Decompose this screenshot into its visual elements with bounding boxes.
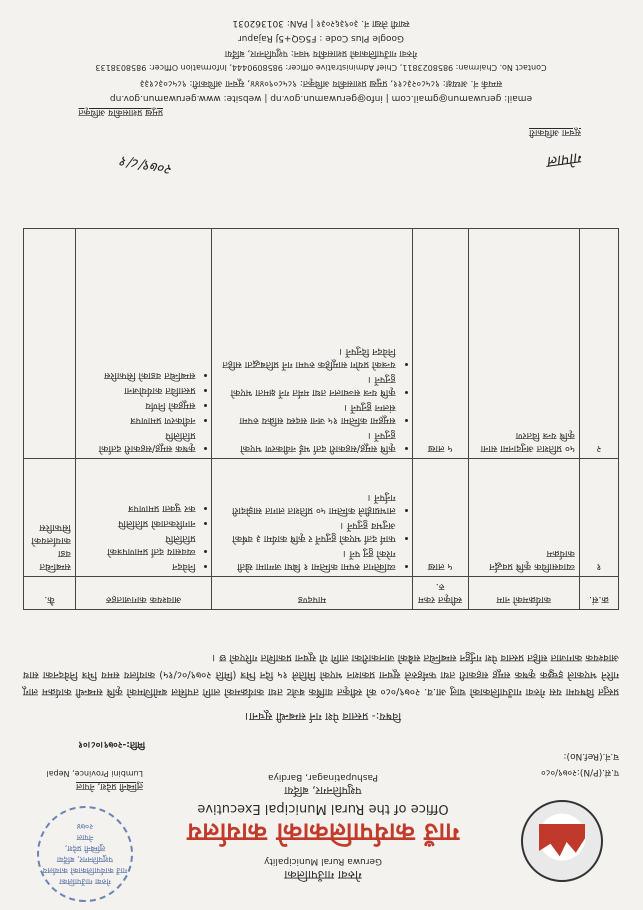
info-officer-title: सूचना अधिकारी	[529, 127, 581, 137]
cell-criteria	[212, 459, 412, 577]
municipality-logo	[521, 800, 603, 882]
criteria-item: • यन्त्रको प्रयोग सामूहिक रुपमा गर्ने प्रतिबद्धता सहित निवेदन दिनुपर्ने ।	[216, 345, 395, 371]
program-table	[23, 228, 619, 610]
document-item: • व्यवसाय दर्ता प्रमाणपत्रको प्रतिलिपि	[80, 532, 196, 558]
province-en: Lumbini Province, Nepal	[46, 769, 143, 778]
footer-email: email: geruwamun@gmail.com | info@geruwamun.gov.np | website: www.geruwamun.gov.np	[109, 93, 533, 103]
document-item: • नागरिकताको प्रतिलिपि	[80, 517, 196, 530]
dispatch-number: च.नं.(Ref.No):	[563, 751, 619, 761]
cell-documents	[75, 229, 212, 459]
document-item: • निवेदन	[80, 560, 196, 573]
footer-plus-code: Google Plus Code : F5GQ+5J Rajapur	[237, 33, 405, 43]
letter-date: मिति:-२०७९।०८।०१	[78, 739, 145, 749]
office-title-en: Office of the Rural Municipal Executive	[197, 801, 449, 816]
cell-program: व्यावसायिक कृषि प्रवर्द्धन कार्यक्रम	[468, 459, 579, 577]
cell-amount: ५ लाख	[412, 229, 468, 459]
office-title-np: गाउँ कार्यपालिकाको कार्यालय	[186, 818, 460, 847]
header-amount: स्वीकृत रकम रु.	[412, 577, 468, 610]
criteria-item: • लाभग्राहीले कम्तिमा ५० प्रतिशत लागत साझेदारी गर्नुपर्ने ।	[216, 491, 395, 517]
cell-documents	[75, 459, 212, 577]
footer-office-location: गेरुवा गाउँपालिकाको प्रशासकीय भवन: पशुपतिनगर, बर्दिया	[224, 48, 418, 58]
document-item: • सम्बन्धित वडाको सिफारिस	[80, 369, 196, 382]
document-item: • कृषक समूह/सहकारी दर्ताको प्रतिलिपि	[80, 429, 196, 455]
cell-criteria	[212, 229, 412, 459]
document-item: • नवीकरण प्रमाणपत्र	[80, 414, 196, 427]
cell-program: ५० प्रतिशत अनुदानमा साना कृषि यन्त्र वितरण	[468, 229, 579, 459]
document-item: • प्रस्तावित कार्ययोजना	[80, 384, 196, 397]
cell-amount: ५ लाख	[412, 459, 468, 577]
criteria-item: • कृषि समूह/सहकारी दर्ता भई नवीकरण भएको हुनुपर्ने ।	[216, 429, 395, 455]
cell-sn: १	[579, 459, 618, 577]
table-row	[24, 229, 619, 459]
criteria-item: • समूहमा कम्तिमा १५ जना सदस्य सक्रिय रुपमा संलग्न हुनुपर्ने ।	[216, 401, 395, 427]
cell-remark	[24, 229, 76, 459]
header-program: कार्यक्रमको नाम	[468, 577, 579, 610]
footer-pan: स्थायी लेखा नं. ३०९३६२०३१ | PAN: 301362031	[232, 18, 410, 28]
municipality-name-en: Geruwa Rural Municipality	[264, 856, 382, 866]
header-documents: आवश्यक कागजातहरु	[75, 577, 212, 610]
reference-number: प.सं.(P/N):२०७९/०८०	[541, 767, 619, 777]
cao-title: प्रमुख प्रशासकीय अधिकृत	[78, 107, 163, 117]
document-item: • कर चुक्ता प्रमाणपत्र	[80, 502, 196, 515]
header-criteria: मापदण्ड	[212, 577, 412, 610]
body-paragraph: प्रस्तुत विषयमा यस गेरुवा गाउँपालिकाको चालु आ.व. २०७९/०८० को स्वीकृत वार्षिक बजेट तथा कार्यक्रमको लागि तपसिल बमोजिमको कृषि सम्बन्धी कार्यक्रम लागू गरिने भएकाले इच्छुक कृषक समूह सहकारी तथा फर्महरुले सूचना प्रकाशन भएको मितिले १५ दिन भित्र (मिति २०७९/०८/१५) कार्यालय समय भित्र निवेदनका साथ आवश्यक कागजात सहित प्रस्ताव पेश गर्नुहुन सम्बन्धित सबैको जानकारीका लागि यो सूचना प्रकाशित गरिएको छ ।	[23, 652, 619, 697]
address-en: Pashupatinagar, Bardiya	[267, 772, 379, 782]
footer-contact-en: Contact No. Chairman: 9858023811, Chief Administrative officer: 9858090444, Information Officer: 9858038133	[95, 63, 547, 72]
municipality-name-np: गेरुवा गाउँपालिका	[284, 868, 362, 882]
footer-contact-np: सम्पर्क नं. अध्यक्ष: ९८५८०२३८११, प्रमुख प्रशासकीय अधिकृत: ९८५८०९०४४४, सूचना अधिकारी: ९८५८०३८१३३	[139, 78, 503, 88]
province-np: लुम्बिनी प्रदेश, नेपाल	[76, 781, 143, 791]
cell-remark: सम्बन्धित वडा कार्यालयको सिफारिस	[24, 459, 76, 577]
header-sn: क्र.सं.	[579, 577, 618, 610]
table-row	[24, 459, 619, 577]
header-remark: कै.	[24, 577, 76, 610]
subject-line: विषय:- प्रस्ताव पेश गर्न सम्बन्धी सूचना।	[244, 710, 402, 723]
criteria-item: • फार्म दर्ता भएको हुनुपर्ने र कृषि कार्यमा ३ वर्षको अनुभव हुनुपर्ने ।	[216, 519, 395, 545]
cell-sn: २	[579, 229, 618, 459]
address-np: पशुपतिनगर, बर्दिया	[284, 784, 362, 797]
cao-signature: २०७९/८/१	[118, 152, 175, 178]
info-officer-signature: गोपाल	[547, 148, 585, 172]
document-item: • समूहको निर्णय	[80, 399, 196, 412]
criteria-item: • कृषि यन्त्र सञ्चालन तथा मर्मत गर्ने क्षमता भएको हुनुपर्ने ।	[216, 373, 395, 399]
office-stamp: गेरुवा गाउँपालिका गाउँ कार्यपालिकाको कार्यालय पशुपतिनगर, बर्दिया लुम्बिनी प्रदेश, नेपाल २०७४	[37, 806, 133, 902]
criteria-item: • व्यक्तिगत रुपमा कम्तिमा १ बिघा जग्गामा खेती गरेको हुनु पर्ने ।	[216, 547, 395, 573]
table-header-row	[24, 577, 619, 610]
